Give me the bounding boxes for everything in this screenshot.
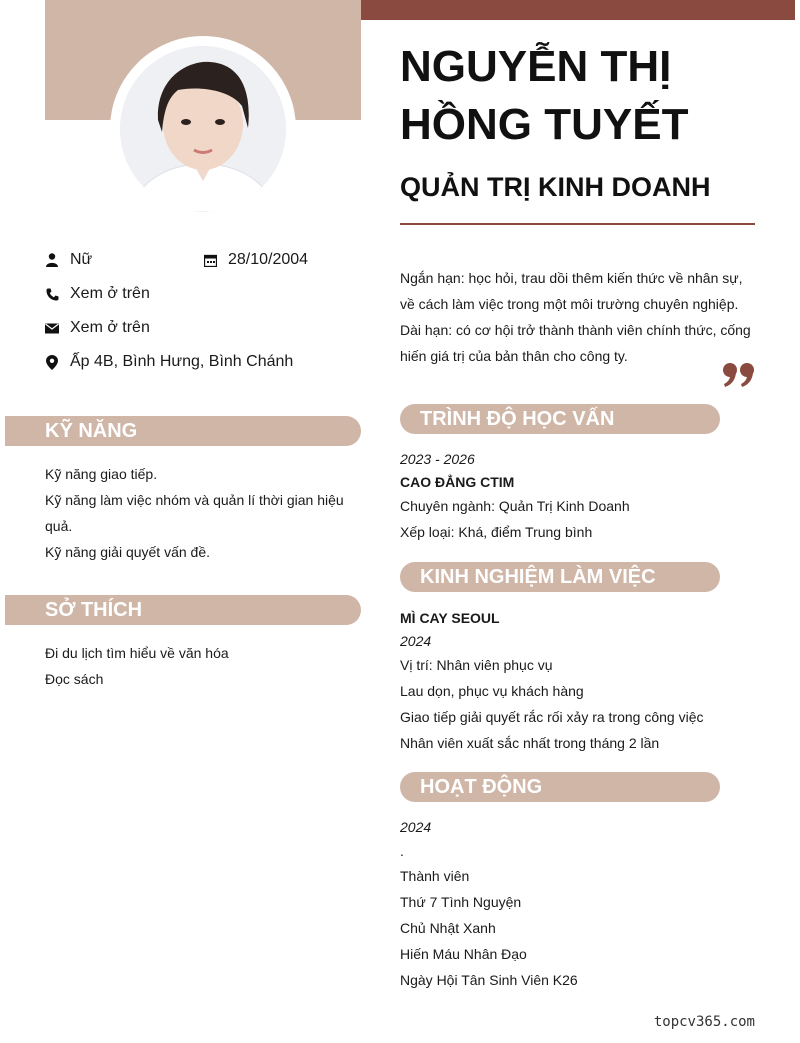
portrait-photo	[120, 46, 286, 212]
education-section	[400, 447, 760, 545]
education-heading: TRÌNH ĐỘ HỌC VẤN	[400, 404, 720, 434]
list-item: Đi du lịch tìm hiểu về văn hóa	[45, 645, 229, 661]
list-item: Kỹ năng làm việc nhóm và quản lí thời gian hiệu quả.	[45, 492, 344, 534]
career-objective	[400, 265, 760, 369]
avatar-frame	[110, 36, 296, 222]
experience-company: MÌ CAY SEOUL	[400, 610, 500, 626]
education-period: 2023 - 2026	[400, 451, 475, 467]
birthdate-row	[203, 251, 308, 269]
address-text: Ấp 4B, Bình Hưng, Bình Chánh	[70, 353, 294, 370]
gender-row	[45, 251, 92, 269]
list-item: Đọc sách	[45, 671, 104, 687]
user-icon	[45, 253, 59, 267]
list-item: Thành viên	[400, 868, 470, 884]
education-school: CAO ĐẲNG CTIM	[400, 474, 515, 490]
address-row	[45, 353, 293, 371]
envelope-icon	[45, 321, 59, 335]
list-item: Kỹ năng giải quyết vấn đề.	[45, 544, 211, 560]
experience-year: 2024	[400, 633, 432, 649]
candidate-name: NGUYỄN THỊ HỒNG TUYẾT	[400, 42, 689, 149]
email-text: Xem ở trên	[70, 319, 150, 336]
list-item: Kỹ năng giao tiếp.	[45, 466, 158, 482]
title-divider	[400, 223, 755, 225]
experience-heading: KINH NGHIỆM LÀM VIỆC	[400, 562, 720, 592]
education-major: Chuyên ngành: Quản Trị Kinh Doanh	[400, 498, 630, 514]
activities-heading: HOẠT ĐỘNG	[400, 772, 720, 802]
list-item: Thứ 7 Tình Nguyện	[400, 894, 522, 910]
avatar	[120, 46, 286, 212]
skills-heading: KỸ NĂNG	[5, 416, 361, 446]
experience-section	[400, 606, 760, 756]
activities-section	[400, 815, 760, 993]
job-title: QUẢN TRỊ KINH DOANH	[400, 172, 711, 202]
phone-text: Xem ở trên	[70, 285, 150, 302]
email-row	[45, 319, 150, 337]
gender-text: Nữ	[70, 251, 93, 268]
watermark: topcv365.com	[653, 1014, 755, 1030]
education-grade: Xếp loại: Khá, điểm Trung bình	[400, 524, 593, 540]
hobbies-list	[45, 640, 355, 692]
hobbies-heading: SỞ THÍCH	[5, 595, 361, 625]
objective-short-term: Ngắn hạn: học hỏi, trau dồi thêm kiến thức về nhân sự, về cách làm việc trong một môi trường chuyên nghiệp.	[400, 270, 743, 312]
list-item: Ngày Hội Tân Sinh Viên K26	[400, 972, 578, 988]
list-item: Nhân viên xuất sắc nhất trong tháng 2 lần	[400, 735, 660, 751]
objective-long-term: Dài hạn: có cơ hội trở thành thành viên chính thức, cống hiến giá trị của bản thân cho công ty.	[400, 322, 751, 364]
activities-dot: .	[400, 843, 404, 859]
top-accent-bar	[361, 0, 795, 20]
list-item: Giao tiếp giải quyết rắc rối xảy ra trong công việc	[400, 709, 704, 725]
phone-row	[45, 285, 150, 303]
birthdate-text: 28/10/2004	[228, 251, 309, 268]
quote-icon	[722, 362, 756, 393]
calendar-icon	[203, 253, 217, 267]
skills-list	[45, 461, 355, 565]
list-item: Lau dọn, phục vụ khách hàng	[400, 683, 584, 699]
map-pin-icon	[45, 355, 59, 369]
phone-icon	[45, 287, 59, 301]
list-item: Chủ Nhật Xanh	[400, 920, 496, 936]
list-item: Hiến Máu Nhân Đạo	[400, 946, 527, 962]
list-item: Vị trí: Nhân viên phục vụ	[400, 657, 553, 673]
activities-year: 2024	[400, 819, 432, 835]
